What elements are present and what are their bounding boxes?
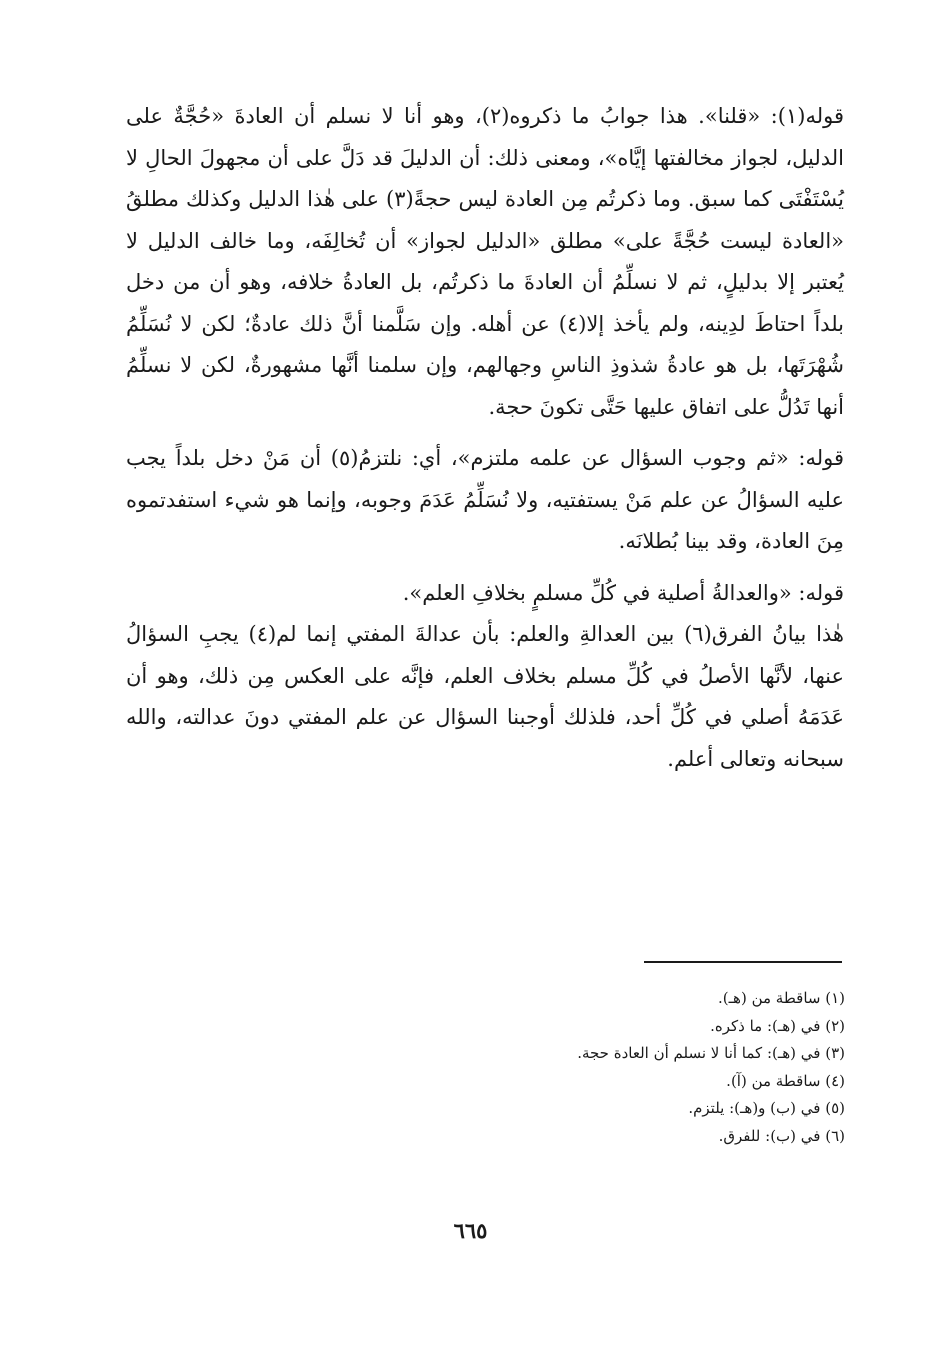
footnote-separator [644, 961, 842, 963]
footnote-4: (٤) ساقطة من (آ). [726, 1071, 845, 1090]
paragraph-1: قوله(١): «قلنا». هذا جوابُ ما ذكروه(٢)، وهو أنا لا نسلم أن العادةَ «حُجَّةٌ على الدليل، لجواز مخالفتها إيَّاه»، ومعنى ذلك: أن الدليلَ قد دَلَّ على أن مجهولَ الحالِ لا يُسْتَفْتَى كما سبق. وما ذكرتُم مِن العادة ليس حجةً(٣) على هٰذا الدليل وكذلك مطلقُ «العادة ليست حُجَّةً على» مطلق «الدليل لجواز» أن تُخالِفَه، وما خالف الدليل لا يُعتبر إلا بدليلٍ، ثم لا نسلِّمُ أن العادةَ ما ذكرتُم، بل العادةُ خلافه، وهو أن من دخل بلداً احتاطَ لدِينه، ولم يأخذ إلا(٤) عن أهله. وإن سَلَّمنا أنَّ ذلك عادةٌ؛ لكن لا نُسَلِّمُ شُهْرَتَها، بل هو عادةُ شذوذِ الناسِ وجهالهم، وإن سلمنا أنَّها مشهورةٌ، لكن لا نسلِّمُ أنها تَدُلُّ على اتفاق عليها حَتَّى تكونَ حجة. [126, 104, 844, 419]
footnote-5: (٥) في (ب) و(هـ): يلتزم. [688, 1099, 845, 1117]
paragraph-4: هٰذا بيانُ الفرق(٦) بين العدالةِ والعلم: بأن عدالةَ المفتي إنما لم(٤) يجبِ السؤالُ عنها، لأنَّها الأصلُ في كُلِّ مسلم بخلاف العلم، فإنَّه على العكس مِن ذلك، وهو أن عَدَمَهُ أصلي في كُلِّ أحد، فلذلك أوجبنا السؤال عن علم المفتي دونَ عدالته، والله سبحانه وتعالى أعلم. [126, 622, 844, 771]
footnote-2: (٢) في (هـ): ما ذكره. [710, 1016, 845, 1035]
footnotes-list [445, 985, 845, 1150]
paragraph-2: قوله: «ثم وجوب السؤال عن علمه ملتزم»، أي: نلتزمُ(٥) أن مَنْ دخل بلداً يجب عليه السؤالُ عن علم مَنْ يستفتيه، ولا نُسَلِّمُ عَدَمَ وجوبه، وإنما هو شيء استفدتموه مِنَ العادة، وقد بينا بُطلانَه. [126, 446, 844, 553]
main-text-body [126, 96, 844, 780]
page-number: ٦٦٥ [453, 1218, 488, 1243]
footnote-6: (٦) في (ب): للفرق. [718, 1126, 845, 1145]
paragraph-3: قوله: «والعدالةُ أصلية في كُلِّ مسلمٍ بخلافِ العلم». [402, 580, 844, 605]
footnote-3: (٣) في (هـ): كما أنا لا نسلم أن العادة حجة. [577, 1044, 845, 1062]
footnote-1: (١) ساقطة من (هـ). [718, 989, 845, 1007]
